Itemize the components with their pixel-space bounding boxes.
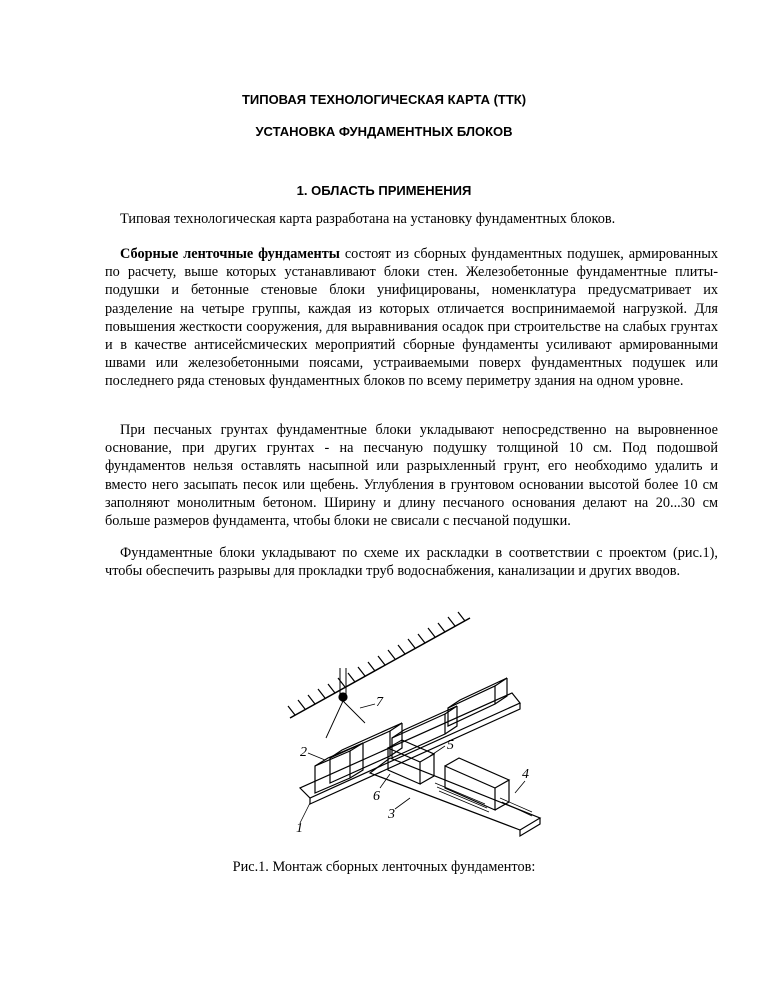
figure-caption: Рис.1. Монтаж сборных ленточных фундаментов: [232, 859, 536, 875]
paragraph-3: При песчаных грунтах фундаментные блоки укладывают непосредственно на выровненное основание, при других грунтах - на песчаную подушку толщиной 10 см. Под подошвой фундаментов нельзя оставлять насыпной или разрыхленный грунт, его необходимо удалить и вместо него засыпать песок или щебень. Углубления в грунтовом основании высотой более 10 см заполняют монолитным бетоном. Ширину и длину песчаного основания делают на 20...30 см больше размеров фундамента, чтобы блоки не свисали с песчаной подушки. [105, 422, 718, 530]
figure-label-7: 7 [376, 695, 383, 710]
section-heading: 1. ОБЛАСТЬ ПРИМЕНЕНИЯ [296, 183, 472, 198]
term-strip-foundations: Сборные ленточные фундаменты [120, 246, 340, 262]
paragraph-1: Типовая технологическая карта разработана на установку фундаментных блоков. [120, 211, 616, 227]
figure-label-6: 6 [373, 789, 380, 804]
document-subtitle: УСТАНОВКА ФУНДАМЕНТНЫХ БЛОКОВ [255, 124, 513, 139]
document-title: ТИПОВАЯ ТЕХНОЛОГИЧЕСКАЯ КАРТА (ТТК) [241, 92, 527, 107]
figure-label-3: 3 [388, 807, 395, 822]
figure-label-2: 2 [300, 745, 307, 760]
figure-label-1: 1 [296, 821, 303, 836]
paragraph-2-text: состоят из сборных фундаментных подушек, армированных по расчету, выше которых устанавливают блоки стен. Железобетонные фундаментные плиты-подушки и бетонные стеновые блоки унифицированы, номенклатура предусматривает их разделение на четыре группы, каждая из которых отличается воспринимаемой нагрузкой. Для повышения жесткости сооружения, для выравнивания осадок при строительстве на слабых грунтах и в качестве антисейсмических мероприятий сборные фундаменты усиливают армированными швами или железобетонными поясами, устраиваемыми поверх фундаментных подушек или последнего ряда стеновых фундаментных блоков по всему периметру здания на одном уровне. [105, 246, 718, 390]
figure-label-5: 5 [447, 738, 454, 753]
foundation-assembly-figure [270, 598, 560, 843]
figure-label-4: 4 [522, 767, 529, 782]
paragraph-4: Фундаментные блоки укладывают по схеме их раскладки в соответствии с проектом (рис.1), чтобы обеспечить разрывы для прокладки труб водоснабжения, канализации и других вводов. [105, 545, 718, 580]
paragraph-2 [105, 245, 718, 391]
